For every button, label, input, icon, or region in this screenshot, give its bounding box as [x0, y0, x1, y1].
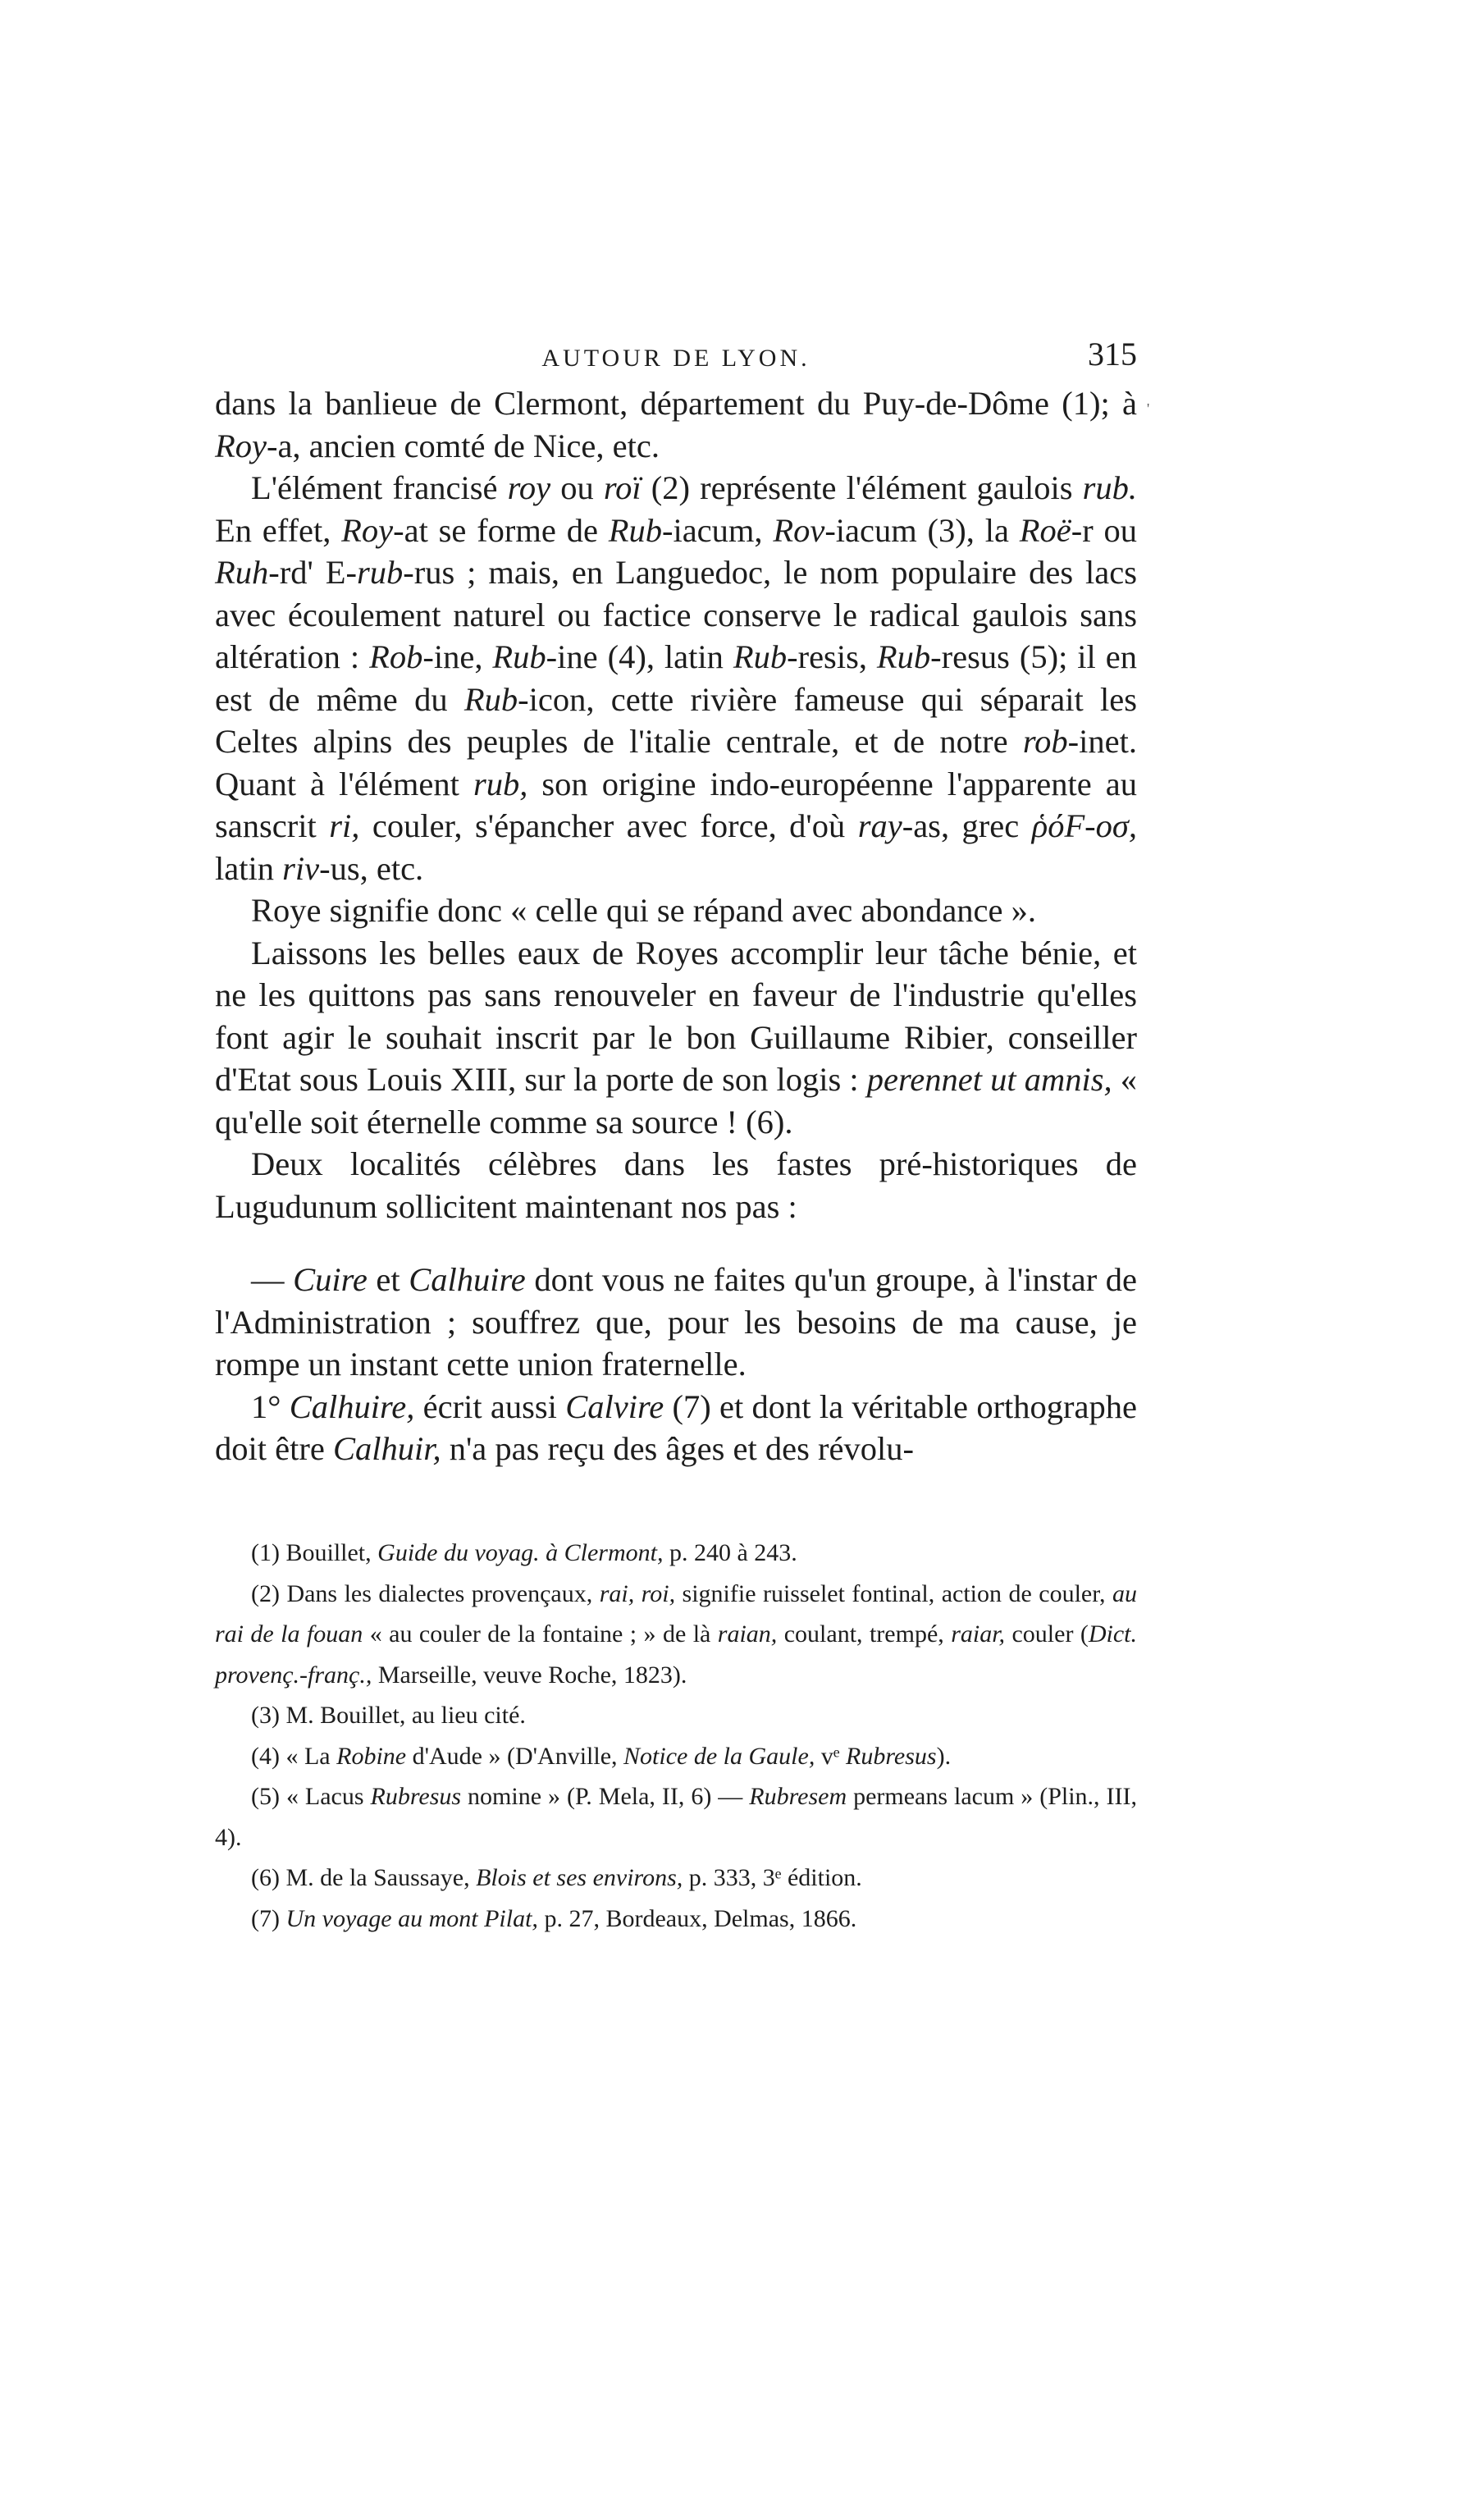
footnote-1: (1) Bouillet, Guide du voyag. à Clermont, p. 240 à 243.: [251, 1539, 797, 1566]
footnote-2: (2) Dans les dialectes provençaux, rai, roi, signifie ruisselet fontinal, action de couler, au rai de la fouan « au couler de la fontaine ; » de là raian, coulant, trempé, raiar, couler (Dict. provenç.-franç., Marseille, veuve Roche, 1823).: [215, 1579, 1137, 1689]
paragraph-5: Deux localités célèbres dans les fastes pré-historiques de Lugudunum sollicitent maintenant nos pas :: [215, 1145, 1137, 1225]
footnotes: [215, 1533, 1137, 1939]
footnote-4: (4) « La Robine d'Aude » (D'Anville, Notice de la Gaule, vᵉ Rubresus).: [251, 1742, 952, 1770]
footnote-7: (7) Un voyage au mont Pilat, p. 27, Bordeaux, Delmas, 1866.: [251, 1904, 857, 1932]
paragraph-4: Laissons les belles eaux de Royes accomplir leur tâche bénie, et ne les quittons pas sans renouveler en faveur de l'industrie qu'elles font agir le souhait inscrit par le bon Guillaume Ribier, conseiller d'Etat sous Louis XIII, sur la porte de son logis : perennet ut amnis, « qu'elle soit éternelle comme sa source ! (6).: [215, 934, 1138, 1140]
page-number: 315: [1088, 336, 1137, 372]
footnote-3: (3) M. Bouillet, au lieu cité.: [251, 1702, 526, 1729]
paragraph-7: 1° Calhuire, écrit aussi Calvire (7) et dont la véritable orthographe doit être Calhuir, n'a pas reçu des âges et des révolu-: [215, 1387, 1137, 1467]
margin-mark: ': [1147, 400, 1150, 417]
paragraph-1: dans la banlieue de Clermont, département du Puy-de-Dôme (1); à Roy-a, ancien comté de Nice, etc.: [215, 385, 1137, 464]
paragraph-6: — Cuire et Calhuire dont vous ne faites qu'un groupe, à l'instar de l'Administration ; souffrez que, pour les besoins de ma cause, je rompe un instant cette union fraternelle.: [215, 1261, 1137, 1383]
section-gap: [215, 1227, 1137, 1259]
footnote-6: (6) M. de la Saussaye, Blois et ses environs, p. 333, 3ᵉ édition.: [251, 1864, 862, 1891]
paragraph-2: L'élément francisé roy ou roï (2) représente l'élément gaulois rub. En effet, Roy-at se forme de Rub-iacum, Rov-iacum (3), la Roë-r ou Ruh-rd' E-rub-rus ; mais, en Languedoc, le nom populaire des lacs avec écoulement naturel ou factice conserve le radical gaulois sans altération : Rob-ine, Rub-ine (4), latin Rub-resis, Rub-resus (5); il en est de même du Rub-icon, cette rivière fameuse qui séparait les Celtes alpins des peuples de l'italie centrale, et de notre rob-inet. Quant à l'élément rub, son origine indo-européenne l'apparente au sanscrit ri, couler, s'épancher avec force, d'où ray-as, grec ῥόF-οσ, latin riv-us, etc.: [215, 469, 1138, 887]
running-title: AUTOUR DE LYON.: [541, 345, 810, 372]
footnote-5: (5) « Lacus Rubresus nomine » (P. Mela, II, 6) — Rubresem permeans lacum » (Plin., III, 4).: [215, 1783, 1137, 1851]
paragraph-3: Roye signifie donc « celle qui se répand avec abondance ».: [251, 892, 1037, 929]
body-text: [215, 382, 1137, 1470]
